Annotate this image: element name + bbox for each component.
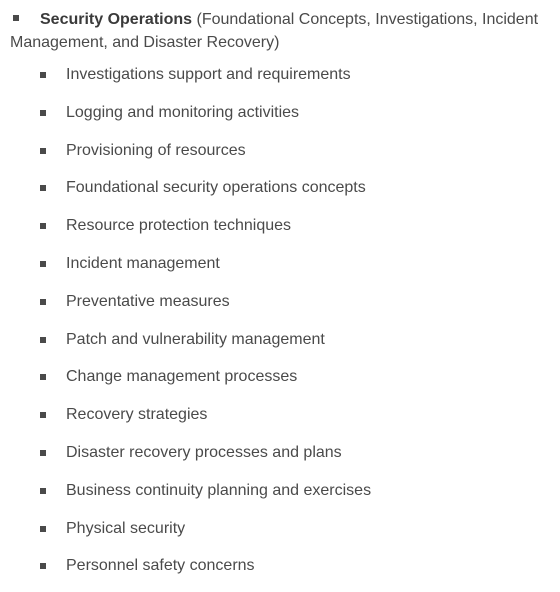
section-description: (Foundational Concepts, Investigations, Incident Management, and Disaster Recovery) bbox=[10, 11, 539, 51]
list-item bbox=[0, 554, 560, 592]
list-item-label: Preventative measures bbox=[66, 292, 230, 310]
square-bullet-icon bbox=[40, 185, 46, 191]
list-item bbox=[0, 214, 560, 252]
list-item-label: Disaster recovery processes and plans bbox=[66, 443, 342, 461]
list-item-label: Personnel safety concerns bbox=[66, 557, 255, 575]
square-bullet-icon bbox=[40, 488, 46, 494]
list-item-label: Patch and vulnerability management bbox=[66, 330, 325, 348]
square-bullet-icon bbox=[40, 412, 46, 418]
square-bullet-icon bbox=[40, 337, 46, 343]
square-bullet-icon bbox=[40, 526, 46, 532]
square-bullet-icon bbox=[40, 223, 46, 229]
list-item bbox=[0, 252, 560, 290]
list-item-label: Provisioning of resources bbox=[66, 141, 246, 159]
square-bullet-icon bbox=[40, 72, 46, 78]
list-item bbox=[0, 479, 560, 517]
square-bullet-icon bbox=[40, 299, 46, 305]
square-bullet-icon bbox=[13, 15, 19, 21]
list-item bbox=[0, 365, 560, 403]
list-item bbox=[0, 403, 560, 441]
list-item-label: Business continuity planning and exercises bbox=[66, 481, 372, 499]
list-item bbox=[0, 328, 560, 366]
list-item bbox=[0, 441, 560, 479]
list-item bbox=[0, 139, 560, 177]
square-bullet-icon bbox=[40, 450, 46, 456]
list-item-label: Logging and monitoring activities bbox=[66, 103, 300, 121]
list-item bbox=[0, 63, 560, 101]
list-item-label: Incident management bbox=[66, 254, 220, 272]
list-item bbox=[0, 176, 560, 214]
list-item bbox=[0, 101, 560, 139]
square-bullet-icon bbox=[40, 563, 46, 569]
list-item-label: Physical security bbox=[66, 519, 186, 537]
square-bullet-icon bbox=[40, 148, 46, 154]
list-item-label: Foundational security operations concepts bbox=[66, 179, 366, 197]
list-item bbox=[0, 290, 560, 328]
section-heading bbox=[10, 8, 555, 54]
list-item-label: Resource protection techniques bbox=[66, 217, 292, 235]
list-item-label: Recovery strategies bbox=[66, 406, 208, 424]
list-item-label: Investigations support and requirements bbox=[66, 66, 351, 83]
square-bullet-icon bbox=[40, 261, 46, 267]
square-bullet-icon bbox=[40, 374, 46, 380]
list-item bbox=[0, 517, 560, 555]
topic-list bbox=[0, 63, 560, 592]
section-title: Security Operations bbox=[40, 11, 193, 28]
list-item-label: Change management processes bbox=[66, 368, 298, 386]
square-bullet-icon bbox=[40, 110, 46, 116]
